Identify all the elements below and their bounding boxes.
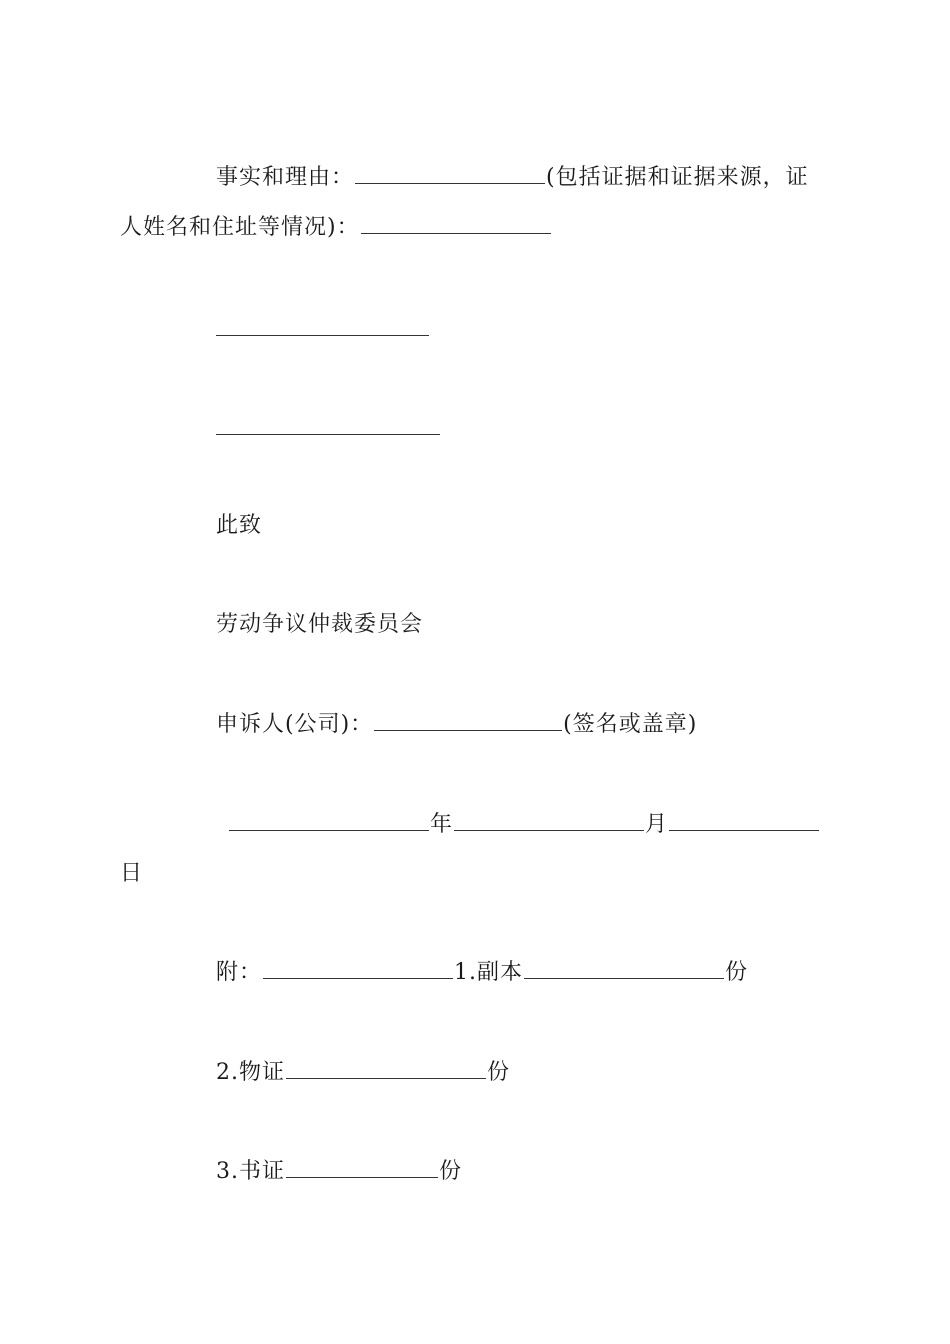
facts-label: 事实和理由： (216, 165, 355, 190)
month-blank[interactable] (454, 810, 644, 831)
copies-blank[interactable] (524, 958, 724, 979)
signature-label: 申诉人(公司)： (216, 712, 374, 737)
facts-line2-text: 人姓名和住址等情况)： (120, 215, 360, 240)
date-line (228, 810, 820, 840)
unit-label-1: 份 (725, 960, 749, 985)
facts-line-1 (216, 163, 809, 193)
day-label: 日 (120, 861, 144, 886)
day-blank[interactable] (669, 810, 819, 831)
facts-note: (包括证据和证据来源，证 (546, 165, 809, 190)
facts-blank[interactable] (355, 163, 545, 184)
year-blank[interactable] (229, 810, 429, 831)
salutation: 此致 (216, 513, 263, 538)
unit-label-3: 份 (439, 1159, 463, 1184)
unit-label-2: 份 (487, 1060, 511, 1085)
blank-line-2[interactable] (216, 434, 440, 435)
signature-blank[interactable] (374, 710, 562, 731)
documentary-evidence-blank[interactable] (286, 1157, 438, 1178)
physical-evidence-blank[interactable] (286, 1058, 486, 1079)
witness-blank[interactable] (361, 213, 551, 234)
attachments-blank[interactable] (263, 958, 453, 979)
signature-line (216, 710, 697, 740)
attachment-item-2: 2.物证 (216, 1060, 285, 1085)
recipient: 劳动争议仲裁委员会 (216, 612, 424, 637)
year-label: 年 (430, 812, 454, 837)
attachments-line-3 (216, 1157, 462, 1187)
attachments-label: 附： (216, 960, 263, 985)
blank-line-1[interactable] (216, 335, 429, 336)
signature-note: (签名或盖章) (563, 712, 698, 737)
facts-line-2 (120, 213, 552, 243)
attachments-line-2 (216, 1058, 510, 1088)
month-label: 月 (645, 812, 669, 837)
attachments-line-1 (216, 958, 748, 988)
attachment-item-1: 1.副本 (454, 960, 524, 985)
attachment-item-3: 3.书证 (216, 1159, 285, 1184)
